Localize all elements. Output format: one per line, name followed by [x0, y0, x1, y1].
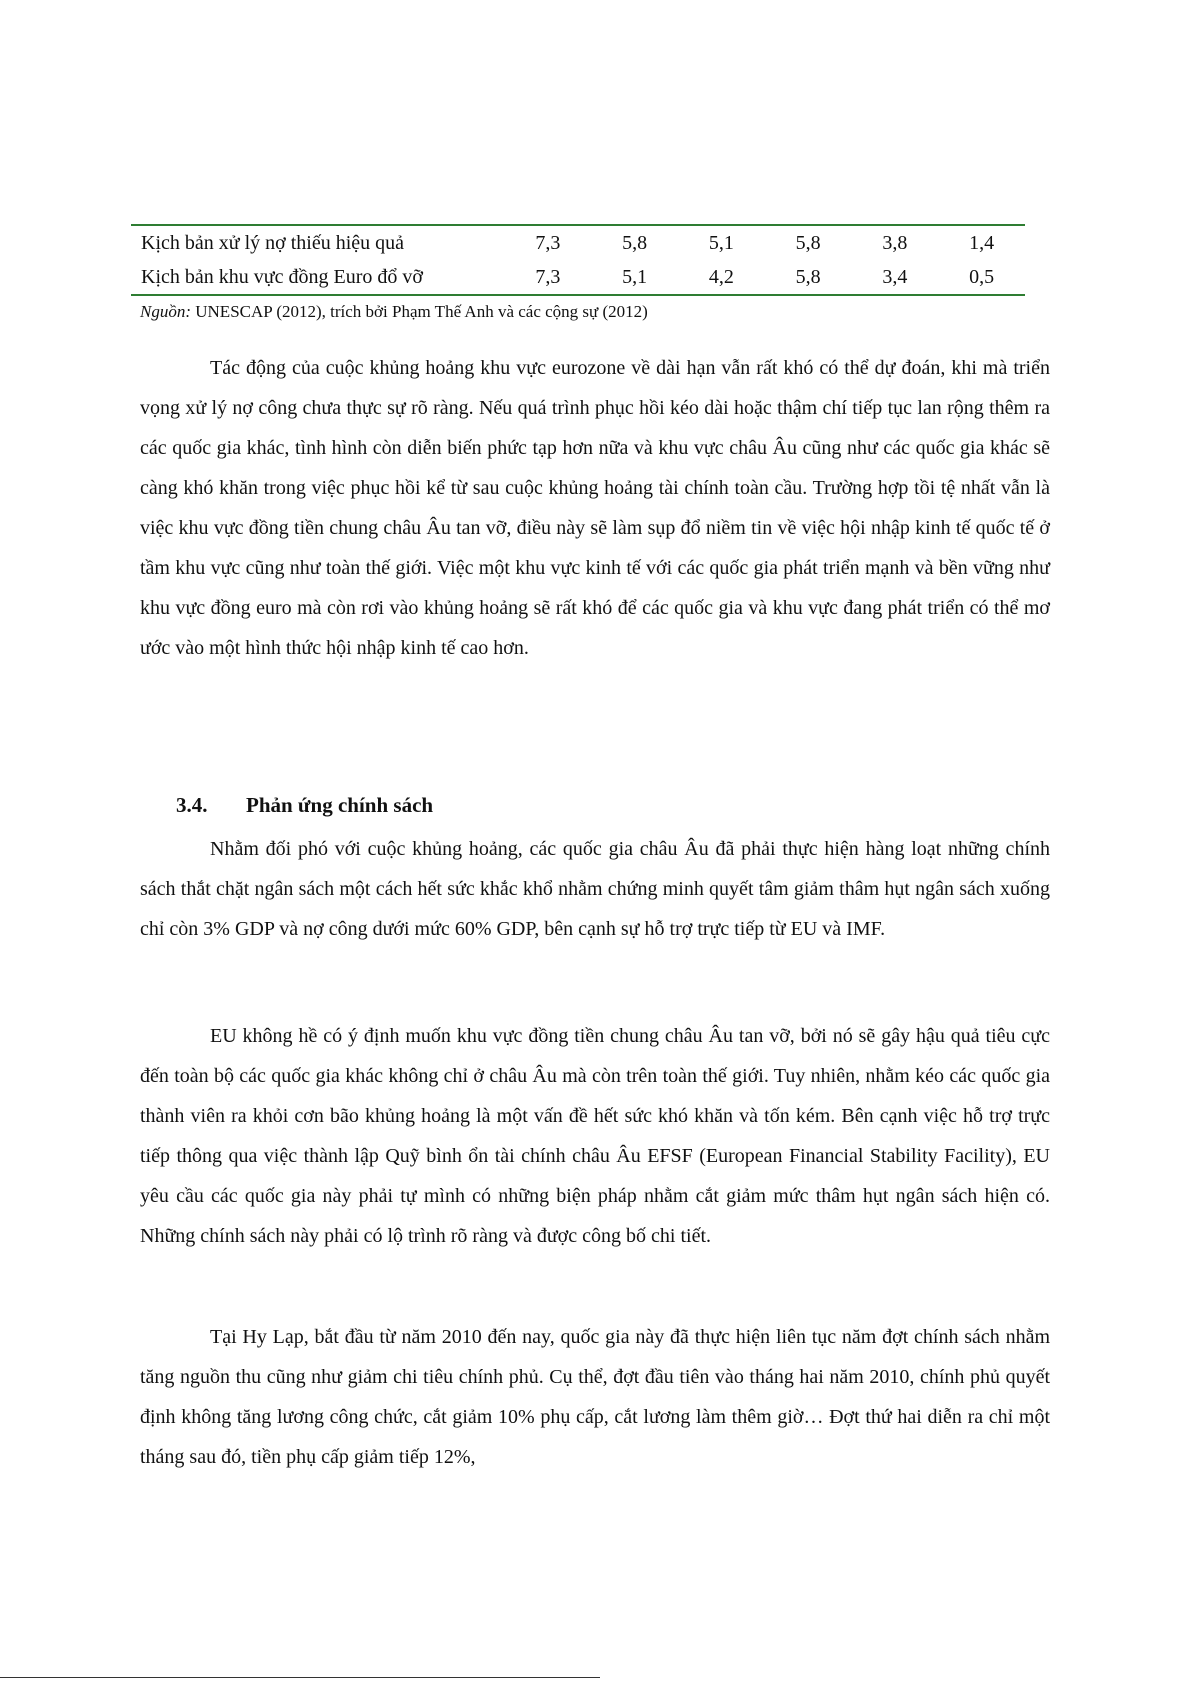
cell-value: 0,5	[938, 260, 1025, 295]
cell-value: 3,4	[851, 260, 938, 295]
cell-value: 4,2	[678, 260, 765, 295]
cell-value: 5,8	[765, 260, 852, 295]
section-title: Phản ứng chính sách	[246, 793, 434, 817]
source-text: UNESCAP (2012), trích bởi Phạm Thế Anh và các cộng sự (2012)	[191, 302, 648, 321]
row-label: Kịch bản khu vực đồng Euro đổ vỡ	[131, 260, 504, 295]
cell-value: 5,8	[591, 225, 678, 260]
scenario-table	[131, 224, 1025, 296]
paragraph-austerity: Nhằm đối phó với cuộc khủng hoảng, các quốc gia châu Âu đã phải thực hiện hàng loạt những chính sách thắt chặt ngân sách một cách hết sức khắc khổ nhằm chứng minh quyết tâm giảm thâm hụt ngân sách xuống chỉ còn 3% GDP và nợ công dưới mức 60% GDP, bên cạnh sự hỗ trợ trực tiếp từ EU và IMF.	[140, 838, 1050, 940]
paragraph-eu-support: EU không hề có ý định muốn khu vực đồng tiền chung châu Âu tan vỡ, bởi nó sẽ gây hậu quả tiêu cực đến toàn bộ các quốc gia khác không chỉ ở châu Âu mà còn trên toàn thế giới. Tuy nhiên, nhằm kéo các quốc gia thành viên ra khỏi cơn bão khủng hoảng là một vấn đề hết sức khó khăn và tốn kém. Bên cạnh việc hỗ trợ trực tiếp thông qua việc thành lập Quỹ bình ổn tài chính châu Âu EFSF (European Financial Stability Facility), EU yêu cầu các quốc gia này phải tự mình có những biện pháp nhằm cắt giảm mức thâm hụt ngân sách hiện có. Những chính sách này phải có lộ trình rõ ràng và được công bố chi tiết.	[140, 1025, 1050, 1247]
cell-value: 5,1	[678, 225, 765, 260]
section-heading	[176, 793, 433, 818]
cell-value: 7,3	[504, 225, 591, 260]
table-row	[131, 260, 1025, 295]
cell-value: 7,3	[504, 260, 591, 295]
section-number: 3.4.	[176, 793, 208, 817]
table-row	[131, 225, 1025, 260]
cell-value: 5,8	[765, 225, 852, 260]
cell-value: 1,4	[938, 225, 1025, 260]
page-bottom-rule	[0, 1677, 600, 1678]
row-label: Kịch bản xử lý nợ thiếu hiệu quả	[131, 225, 504, 260]
paragraph-greece: Tại Hy Lạp, bắt đầu từ năm 2010 đến nay, quốc gia này đã thực hiện liên tục năm đợt chính sách nhằm tăng nguồn thu cũng như giảm chi tiêu chính phủ. Cụ thể, đợt đầu tiên vào tháng hai năm 2010, chính phủ quyết định không tăng lương công chức, cắt giảm 10% phụ cấp, cắt lương làm thêm giờ… Đợt thứ hai diễn ra chỉ một tháng sau đó, tiền phụ cấp giảm tiếp 12%,	[140, 1326, 1050, 1468]
table-source-note	[140, 302, 648, 322]
source-prefix: Nguồn:	[140, 302, 191, 321]
cell-value: 3,8	[851, 225, 938, 260]
paragraph-impact: Tác động của cuộc khủng hoảng khu vực eurozone về dài hạn vẫn rất khó có thể dự đoán, khi mà triển vọng xử lý nợ công chưa thực sự rõ ràng. Nếu quá trình phục hồi kéo dài hoặc thậm chí tiếp tục lan rộng thêm ra các quốc gia khác, tình hình còn diễn biến phức tạp hơn nữa và khu vực châu Âu cũng như các quốc gia khác sẽ càng khó khăn trong việc phục hồi kể từ sau cuộc khủng hoảng tài chính toàn cầu. Trường hợp tồi tệ nhất vẫn là việc khu vực đồng tiền chung châu Âu tan vỡ, điều này sẽ làm sụp đổ niềm tin về việc hội nhập kinh tế quốc tế ở tầm khu vực cũng như toàn thế giới. Việc một khu vực kinh tế với các quốc gia phát triển mạnh và bền vững như khu vực đồng euro mà còn rơi vào khủng hoảng sẽ rất khó để các quốc gia và khu vực đang phát triển có thể mơ ước vào một hình thức hội nhập kinh tế cao hơn.	[140, 357, 1050, 659]
cell-value: 5,1	[591, 260, 678, 295]
